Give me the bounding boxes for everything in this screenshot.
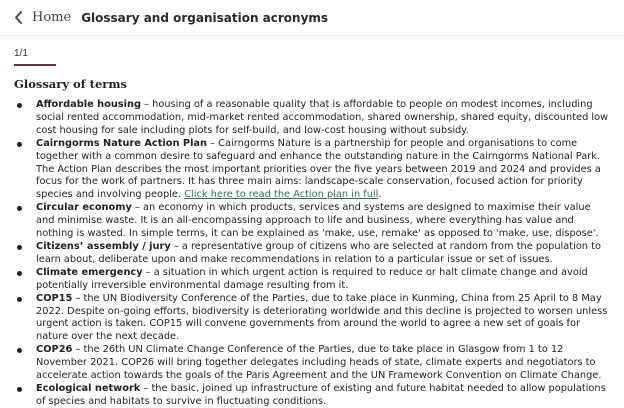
section-title: Glossary of terms <box>14 77 127 91</box>
glossary-item: Citizens’ assembly / jury – a representative group of citizens who are selected at random from the population to learn about, deliberate upon and make recommendations in relation to a particular issue or set of issues. <box>15 241 611 267</box>
progress-bar <box>14 64 56 66</box>
top-bar <box>0 0 624 36</box>
glossary-item: Climate emergency – a situation in which urgent action is required to reduce or halt climate change and avoid potentially irreversible environmental damage resulting from it. <box>15 267 611 293</box>
glossary-definition: an economy in which products, services and systems are designed to maximise their value and minimise waste. It is an all-encompassing approach to life and business, where everything has value and nothing is wasted. In simple terms, it can be explained as 'make, use, remake' as opposed to 'make, use, dispose'. <box>36 202 599 240</box>
glossary-term: Circular economy <box>36 202 132 214</box>
glossary-definition: the basic, joined up infrastructure of existing and future habitat needed to allow populations of species and habitats to survive in fluctuating conditions. <box>36 382 606 407</box>
chevron-left-icon <box>14 11 23 24</box>
glossary-definition: Cairngorms Nature is a partnership for people and organisations to come together with a common desire to safeguard and enhance the outstanding nature in the Cairngorms National Park. The Action Plan describes the most important priorities over the five years between 2019 and 2024 and provides a focus for the work of partners. It has three main aims: landscape-scale conservation, focused action for priority species and involving people. <box>36 137 601 201</box>
action-plan-link[interactable]: Click here to read the Action plan in full <box>184 189 379 201</box>
glossary-term: COP26 <box>36 344 73 356</box>
back-label: Home <box>32 10 72 25</box>
glossary-term: COP15 <box>36 292 73 304</box>
glossary-term: Climate emergency <box>36 266 143 278</box>
page-title: Glossary and organisation acronyms <box>81 10 329 25</box>
glossary-definition: a representative group of citizens who are selected at random from the population to learn about, deliberate upon and make recommendations in relation to a particular issue or set of issues. <box>36 240 601 265</box>
glossary-term: Ecological network <box>36 382 141 394</box>
glossary-item: Cairngorms Nature Action Plan – Cairngorms Nature is a partnership for people and organisations to come together with a common desire to safeguard and enhance the outstanding nature in the Cairngorms National Park. The Action Plan describes the most important priorities over the five years between 2019 and 2024 and provides a focus for the work of partners. It has three main aims: landscape-scale conservation, focused action for priority species and involving people. Click here to read the Action plan in full. <box>15 138 611 203</box>
glossary-definition: a situation in which urgent action is required to reduce or halt climate change and avoid potentially irreversible environmental damage resulting from it. <box>36 266 588 291</box>
glossary-term: Citizens’ assembly / jury <box>36 240 171 252</box>
glossary-item: COP15 – the UN Biodiversity Conference of the Parties, due to take place in Kunming, China from 25 April to 8 May 2022. Despite on-going efforts, biodiversity is deteriorating worldwide and this decline is projected to worsen unless urgent action is taken. COP15 will convene governments from around the world to agree a new set of goals for nature over the next decade. <box>15 293 611 345</box>
glossary-term: Affordable housing <box>36 99 141 110</box>
glossary-definition: the UN Biodiversity Conference of the Parties, due to take place in Kunming, China from 25 April to 8 May 2022. Despite on-going efforts, biodiversity is deteriorating worldwide and this decline is projected to worsen unless urgent action is taken. COP15 will convene governments from around the world to agree a new set of goals for nature over the next decade. <box>36 292 608 343</box>
page-count: 1/1 <box>14 48 28 59</box>
glossary-item: Ecological network – the basic, joined up infrastructure of existing and future habitat needed to allow populations of species and habitats to survive in fluctuating conditions. <box>15 383 611 408</box>
page-indicator <box>14 48 56 66</box>
glossary-item: COP26 – the 26th UN Climate Change Conference of the Parties, due to take place in Glasgow from 1 to 12 November 2021. COP26 will bring together delegates including heads of state, climate experts and negotiators to accelerate action towards the goals of the Paris Agreement and the UN Framework Convention on Climate Change. <box>15 344 611 383</box>
glossary-item: Affordable housing – housing of a reasonable quality that is affordable to people on modest incomes, including social rented accommodation, mid-market rented accommodation, shared ownership, shared equity, discounted low cost housing for sale including plots for self-build, and low-cost housing without subsidy. <box>15 99 611 138</box>
glossary-list <box>15 99 611 408</box>
glossary-item: Circular economy – an economy in which products, services and systems are designed to maximise their value and minimise waste. It is an all-encompassing approach to life and business, where everything has value and nothing is wasted. In simple terms, it can be explained as 'make, use, remake' as opposed to 'make, use, dispose'. <box>15 202 611 241</box>
glossary-term: Cairngorms Nature Action Plan <box>36 137 208 149</box>
glossary-definition: housing of a reasonable quality that is affordable to people on modest incomes, including social rented accommodation, mid-market rented accommodation, shared ownership, shared equity, discounted low cost housing for sale including plots for self-build, and low-cost housing without subsidy. <box>36 99 609 136</box>
glossary-definition: the 26th UN Climate Change Conference of the Parties, due to take place in Glasgow from 1 to 12 November 2021. COP26 will bring together delegates including heads of state, climate experts and negotiators to accelerate action towards the goals of the Paris Agreement and the UN Framework Convention on Climate Change. <box>36 344 602 382</box>
back-home-link[interactable] <box>14 10 71 25</box>
